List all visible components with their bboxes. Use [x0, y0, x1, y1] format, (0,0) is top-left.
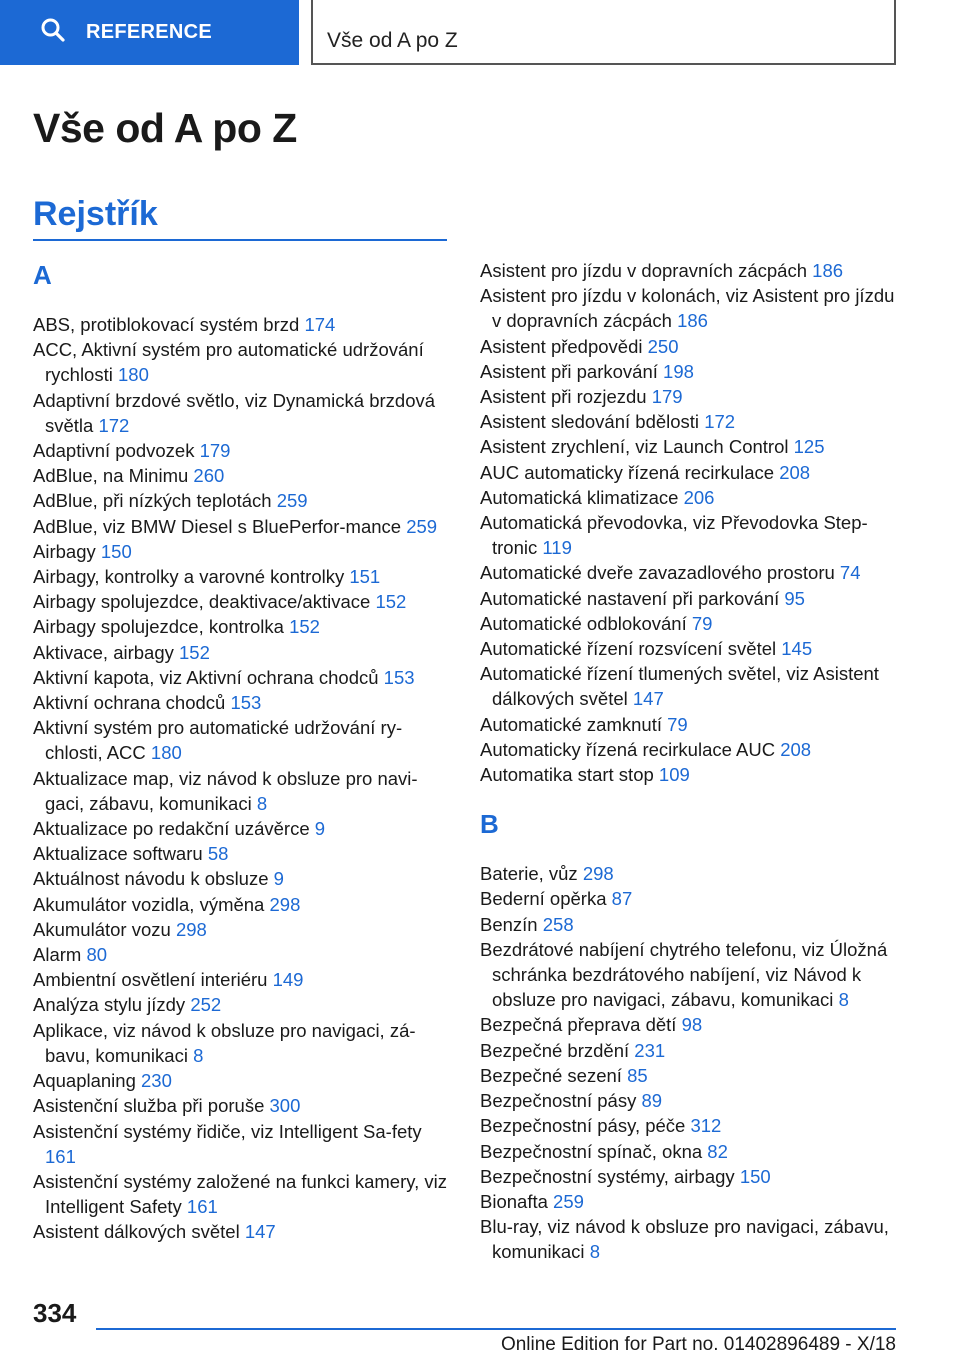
index-entry-text: Aktualizace softwaru [33, 843, 203, 865]
index-entry [33, 665, 453, 690]
index-entry-text: Automatické dveře zavazadlového prostoru [480, 562, 835, 584]
index-entry [33, 967, 453, 992]
page-link[interactable]: 149 [272, 969, 304, 991]
index-entry-text: Airbagy, kontrolky a varovné kontrolky [33, 566, 345, 588]
page-link[interactable]: 125 [793, 436, 825, 458]
index-entry-text: Airbagy [33, 540, 96, 562]
index-entry-text: Bezpečné brzdění [480, 1039, 630, 1061]
page-link[interactable]: 230 [141, 1070, 172, 1092]
index-entry-text: Akumulátor vozu [33, 918, 171, 940]
chapter-tab [311, 0, 896, 65]
page-link[interactable]: 259 [276, 490, 308, 512]
page-link[interactable]: 298 [269, 893, 301, 915]
index-entry-text: Benzín [480, 913, 538, 935]
page-link[interactable]: 74 [839, 562, 861, 584]
page-link[interactable]: 8 [838, 989, 849, 1011]
index-entry-text: Automatické řízení tlumených světel, viz Asistent dálkových světel [480, 663, 879, 710]
index-entry [480, 359, 905, 384]
reference-label: REFERENCE [86, 21, 213, 43]
index-entry [480, 334, 905, 359]
index-entry [33, 816, 453, 841]
index-letter-b: B [480, 809, 499, 840]
index-entry [33, 766, 453, 816]
page-link[interactable]: 312 [690, 1115, 722, 1137]
index-entry-text: Automatické zamknutí [480, 713, 662, 735]
page-link[interactable]: 147 [244, 1221, 276, 1243]
index-entry [480, 611, 905, 636]
index-entry-text: Akumulátor vozidla, výměna [33, 893, 265, 915]
page-link[interactable]: 152 [289, 616, 320, 638]
index-entry [480, 460, 905, 485]
page-link[interactable]: 298 [175, 918, 207, 940]
index-entry-text: Adaptivní podvozek [33, 440, 195, 462]
index-entry-text: Asistent zrychlení, viz Launch Control [480, 436, 789, 458]
page-link[interactable]: 298 [582, 863, 614, 885]
page-link[interactable]: 98 [681, 1014, 703, 1036]
page-link[interactable]: 186 [677, 310, 708, 332]
index-entry-text: Automatické řízení rozsvícení světel [480, 638, 777, 660]
index-entry-text: Aktualizace map, viz návod k obsluze pro navi-gaci, zábavu, komunikaci [33, 767, 418, 814]
index-entry-text: Aquaplaning [33, 1070, 136, 1092]
page-link[interactable]: 300 [269, 1095, 301, 1117]
page-link[interactable]: 58 [207, 843, 229, 865]
page-link[interactable]: 9 [273, 868, 284, 890]
page-title: Vše od A po Z [33, 105, 297, 151]
page-link[interactable]: 153 [383, 666, 415, 688]
index-entry [33, 438, 453, 463]
footer-divider [96, 1328, 896, 1330]
index-entry-text: Automatická převodovka, viz Převodovka Step-tronic [480, 512, 868, 559]
index-entry [480, 384, 905, 409]
index-entry-text: Bezpečnostní pásy [480, 1090, 637, 1112]
index-entry [480, 1088, 905, 1113]
index-entry [480, 1113, 905, 1138]
index-entry [480, 485, 905, 510]
page-link[interactable]: 259 [406, 515, 438, 537]
index-entry-text: Analýza stylu jízdy [33, 994, 186, 1016]
index-entry [33, 1219, 453, 1244]
index-entry-text: Automatická klimatizace [480, 486, 679, 508]
index-entry-text: Aktivní kapota, viz Aktivní ochrana chodců [33, 666, 379, 688]
index-entry [33, 917, 453, 942]
index-entry [33, 690, 453, 715]
page-number: 334 [33, 1298, 77, 1328]
page-link[interactable]: 208 [780, 738, 812, 760]
index-entry [33, 539, 453, 564]
index-entry-text: Aktivace, airbagy [33, 641, 174, 663]
index-entry [33, 992, 453, 1017]
index-column-right [480, 258, 905, 1265]
index-entries-a-continued [480, 258, 905, 787]
page-link[interactable]: 161 [186, 1196, 218, 1218]
page-link[interactable]: 252 [190, 994, 222, 1016]
index-entry-text: Ambientní osvětlení interiéru [33, 969, 268, 991]
page-link[interactable]: 250 [647, 335, 679, 357]
page-link[interactable]: 119 [542, 537, 572, 559]
index-entry-text: AUC automaticky řízená recirkulace [480, 461, 775, 483]
index-entry-text: Asistent pro jízdu v kolonách, viz Asistent pro jízdu v dopravních zácpách [480, 285, 895, 332]
section-title: Rejstřík [33, 195, 158, 233]
index-entry-text: Bionafta [480, 1190, 548, 1212]
index-entry [33, 388, 453, 438]
page-link[interactable]: 95 [784, 587, 805, 609]
page-link[interactable]: 258 [542, 913, 574, 935]
page-link[interactable]: 180 [118, 364, 149, 386]
page-link[interactable]: 208 [779, 461, 811, 483]
index-entry [33, 1169, 453, 1219]
index-entry [480, 712, 905, 737]
index-entry [33, 640, 453, 665]
index-entry-text: Bezdrátové nabíjení chytrého telefonu, viz Úložná schránka bezdrátového nabíjení, viz Návod k obsluze pro navigaci, zábavu, komunikaci [480, 938, 888, 1011]
index-entry-text: Asistenční systémy řidiče, viz Intelligent Sa-fety [33, 1120, 422, 1142]
page-link[interactable]: 109 [658, 764, 690, 786]
index-entry-text: AdBlue, při nízkých teplotách [33, 490, 272, 512]
page-link[interactable]: 82 [707, 1140, 728, 1162]
index-entry [480, 1164, 905, 1189]
index-entry-text: Bederní opěrka [480, 888, 607, 910]
page-link[interactable]: 180 [150, 742, 182, 764]
index-entry [480, 937, 905, 1013]
index-entry [33, 514, 453, 539]
page-link[interactable]: 152 [179, 641, 210, 663]
index-entry [33, 564, 453, 589]
section-divider [33, 239, 447, 241]
index-entry-text: Automaticky řízená recirkulace AUC [480, 738, 776, 760]
index-entry-text: AdBlue, na Minimu [33, 465, 189, 487]
page-link[interactable]: 206 [683, 486, 715, 508]
index-entry [33, 589, 453, 614]
index-entry [480, 283, 905, 333]
index-entry-text: Asistent při parkování [480, 360, 658, 382]
index-entry [33, 1068, 453, 1093]
index-entry [480, 636, 905, 661]
index-entry-text: Airbagy spolujezdce, deaktivace/aktivace [33, 591, 371, 613]
edition-text: Online Edition for Part no. 01402896489 - X/18 [500, 1334, 896, 1355]
page-link[interactable]: 79 [667, 713, 688, 735]
page-link[interactable]: 152 [375, 591, 407, 613]
page-link[interactable]: 260 [193, 465, 225, 487]
index-entry [480, 560, 905, 585]
index-entry-text: Bezpečnostní spínač, okna [480, 1140, 703, 1162]
page-link[interactable]: 85 [627, 1064, 648, 1086]
index-entry [33, 463, 453, 488]
index-entry-text: Aktivní systém pro automatické udržování ry-chlosti, ACC [33, 717, 403, 764]
index-entry [480, 1063, 905, 1088]
page-link[interactable]: 89 [641, 1090, 663, 1112]
index-entry-text: Bezpečnostní systémy, airbagy [480, 1165, 735, 1187]
index-entry-text: Aplikace, viz návod k obsluze pro navigaci, zá-bavu, komunikaci [33, 1019, 416, 1066]
page-link[interactable]: 8 [589, 1241, 600, 1263]
index-entry [33, 942, 453, 967]
page-link[interactable]: 150 [100, 540, 132, 562]
page-link[interactable]: 8 [193, 1044, 204, 1066]
index-entry [480, 409, 905, 434]
index-entry-text: Asistenční systémy založené na funkci kamery, viz Intelligent Safety [33, 1170, 448, 1218]
index-entry-text: Asistent pro jízdu v dopravních zácpách [480, 260, 808, 281]
index-entries-b [480, 861, 905, 1264]
index-entry-text: Asistent dálkových světel [33, 1221, 240, 1243]
index-entry-text: Asistent při rozjezdu [480, 386, 647, 408]
chapter-title: Vše od A po Z [327, 29, 458, 52]
index-entry-text: Aktivní ochrana chodců [33, 692, 226, 714]
page-link[interactable]: 161 [45, 1145, 76, 1167]
index-entry-text: Aktuálnost návodu k obsluze [33, 868, 269, 890]
index-entry [33, 488, 453, 513]
index-entry [480, 861, 905, 886]
page-link[interactable]: 179 [651, 386, 683, 408]
index-entry-text: Baterie, vůz [480, 863, 578, 885]
page-link[interactable]: 186 [812, 260, 844, 281]
page-link[interactable]: 79 [691, 612, 713, 634]
index-column-left [33, 258, 453, 1245]
index-entry [480, 434, 905, 459]
index-entry-text: Blu-ray, viz návod k obsluze pro navigaci, zábavu, komunikaci [480, 1216, 889, 1263]
index-entry-text: Alarm [33, 944, 82, 966]
page-link[interactable]: 8 [256, 792, 268, 814]
index-entry [480, 912, 905, 937]
index-entry [480, 661, 905, 711]
page-link[interactable]: 9 [314, 818, 326, 840]
index-entry [33, 337, 453, 387]
index-entry [33, 866, 453, 891]
index-entry [33, 1018, 453, 1068]
page-link[interactable]: 150 [739, 1165, 771, 1187]
page-link[interactable]: 151 [349, 566, 381, 588]
page-link[interactable]: 87 [611, 888, 633, 910]
page-link[interactable]: 147 [632, 688, 664, 710]
index-entry-text: Asistenční služba při poruše [33, 1095, 265, 1117]
index-entry [480, 1214, 905, 1264]
page-link[interactable]: 172 [704, 411, 736, 433]
index-letter-a: A [33, 260, 52, 290]
index-entry [480, 510, 905, 560]
index-entry [480, 1038, 905, 1063]
index-entry-text: Asistent sledování bdělosti [480, 411, 700, 433]
index-entry-text: Asistent předpovědi [480, 335, 643, 357]
index-entry-text: Bezpečnostní pásy, péče [480, 1115, 686, 1137]
page-link[interactable]: 259 [553, 1190, 584, 1212]
reference-tab[interactable] [0, 0, 299, 65]
index-entry [33, 1119, 453, 1169]
index-entry [33, 614, 453, 639]
index-entry [480, 886, 905, 911]
page-link[interactable]: 179 [199, 440, 231, 462]
index-entry [480, 762, 905, 787]
index-entry-text: ACC, Aktivní systém pro automatické udržování rychlosti [33, 339, 424, 386]
index-entry-text: Automatické nastavení při parkování [480, 587, 780, 609]
index-entry [480, 737, 905, 762]
index-entries-a [33, 312, 453, 1245]
index-entry-text: AdBlue, viz BMW Diesel s BluePerfor-mance [33, 515, 402, 537]
index-entry [33, 892, 453, 917]
search-icon [40, 17, 66, 48]
index-entry [33, 312, 453, 337]
page-link[interactable]: 198 [663, 360, 694, 382]
index-entry-text: Bezpečné sezení [480, 1064, 622, 1086]
index-entry [480, 1189, 905, 1214]
index-entry-text: Airbagy spolujezdce, kontrolka [33, 616, 284, 638]
index-entry [480, 1012, 905, 1037]
index-entry [33, 1093, 453, 1118]
index-entry [480, 258, 905, 283]
index-entry [33, 715, 453, 765]
index-entry [480, 586, 905, 611]
index-entry [33, 841, 453, 866]
page-link[interactable]: 231 [634, 1039, 666, 1061]
page-link[interactable]: 174 [304, 314, 336, 335]
index-entry-text: Bezpečná přeprava dětí [480, 1014, 677, 1036]
index-entry-text: Automatické odblokování [480, 612, 687, 634]
page-link[interactable]: 80 [86, 944, 108, 966]
page-link[interactable]: 145 [781, 638, 813, 660]
index-entry-text: Aktualizace po redakční uzávěrce [33, 818, 310, 840]
index-entry-text: Adaptivní brzdové světlo, viz Dynamická brzdová světla [33, 389, 436, 436]
page-link[interactable]: 153 [230, 692, 262, 714]
index-entry-text: Automatika start stop [480, 764, 654, 786]
page-link[interactable]: 172 [98, 414, 130, 436]
index-entry [480, 1139, 905, 1164]
index-entry-text: ABS, protiblokovací systém brzd [33, 314, 300, 335]
